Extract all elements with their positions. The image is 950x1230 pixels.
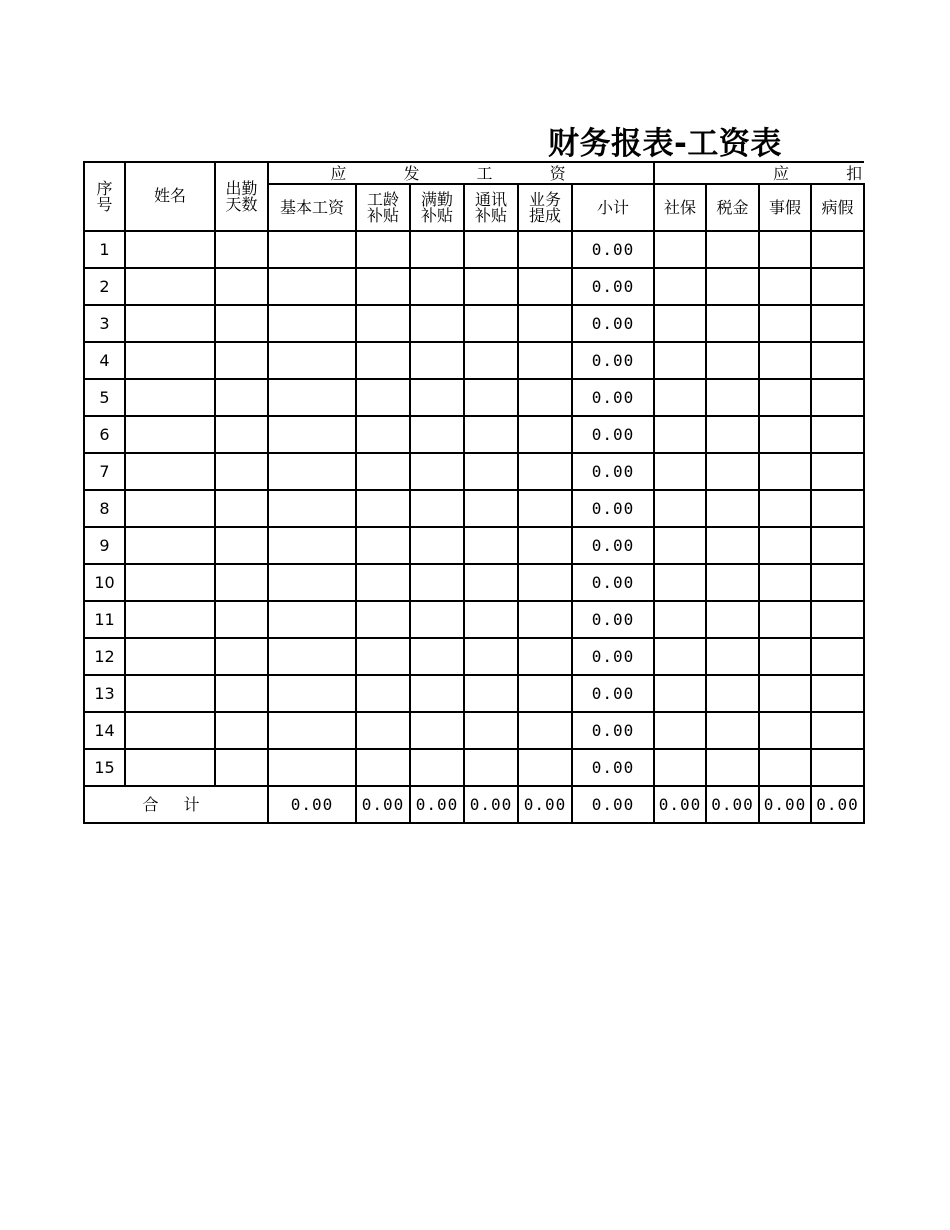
attendance-cell[interactable] [215,712,268,749]
tax-cell[interactable] [706,305,759,342]
name-cell[interactable] [125,527,215,564]
name-cell[interactable] [125,231,215,268]
tax-cell[interactable] [706,231,759,268]
sick-leave-cell[interactable] [811,268,864,305]
personal-leave-cell[interactable] [759,712,811,749]
attendance-cell[interactable] [215,490,268,527]
personal-leave-cell[interactable] [759,638,811,675]
communication-cell[interactable] [464,416,518,453]
sick-leave-cell[interactable] [811,564,864,601]
communication-cell[interactable] [464,527,518,564]
full-attendance-cell[interactable] [410,527,464,564]
social-security-cell[interactable] [654,342,706,379]
base-salary-cell[interactable] [268,712,356,749]
sick-leave-cell[interactable] [811,231,864,268]
total-communication-cell[interactable]: 0.00 [464,786,518,823]
subtotal-cell[interactable]: 0.00 [572,712,654,749]
header-sick-leave[interactable]: 病假 [811,184,864,231]
commission-cell[interactable] [518,231,572,268]
seniority-cell[interactable] [356,379,410,416]
tax-cell[interactable] [706,490,759,527]
personal-leave-cell[interactable] [759,675,811,712]
table-row [84,638,864,675]
row-seq-cell[interactable]: 10 [84,564,125,601]
full-attendance-cell[interactable] [410,416,464,453]
subtotal-cell[interactable]: 0.00 [572,453,654,490]
subtotal-cell[interactable]: 0.00 [572,601,654,638]
base-salary-cell[interactable] [268,231,356,268]
sick-leave-cell[interactable] [811,749,864,786]
communication-cell[interactable] [464,712,518,749]
full-attendance-cell[interactable] [410,601,464,638]
row-seq-cell[interactable]: 3 [84,305,125,342]
personal-leave-cell[interactable] [759,564,811,601]
sick-leave-cell[interactable] [811,416,864,453]
subtotal-cell[interactable]: 0.00 [572,564,654,601]
commission-cell[interactable] [518,601,572,638]
table-row [84,675,864,712]
base-salary-cell[interactable] [268,675,356,712]
row-seq-cell[interactable]: 7 [84,453,125,490]
subtotal-cell[interactable]: 0.00 [572,638,654,675]
attendance-cell[interactable] [215,305,268,342]
base-salary-cell[interactable] [268,638,356,675]
full-attendance-cell[interactable] [410,490,464,527]
table-row [84,231,864,268]
row-seq-cell[interactable]: 9 [84,527,125,564]
table-row [84,490,864,527]
seniority-cell[interactable] [356,231,410,268]
sick-leave-cell[interactable] [811,712,864,749]
table-row [84,379,864,416]
subtotal-cell[interactable]: 0.00 [572,527,654,564]
tax-cell[interactable] [706,342,759,379]
table-row [84,342,864,379]
seniority-cell[interactable] [356,675,410,712]
social-security-cell[interactable] [654,527,706,564]
tax-cell[interactable] [706,712,759,749]
full-attendance-cell[interactable] [410,268,464,305]
social-security-cell[interactable] [654,379,706,416]
full-attendance-cell[interactable] [410,342,464,379]
header-communication[interactable]: 通讯补贴 [464,184,518,231]
communication-cell[interactable] [464,490,518,527]
row-seq-cell[interactable]: 8 [84,490,125,527]
communication-cell[interactable] [464,342,518,379]
social-security-cell[interactable] [654,564,706,601]
full-attendance-cell[interactable] [410,564,464,601]
communication-cell[interactable] [464,379,518,416]
header-seq[interactable]: 序号 [84,162,125,231]
header-personal-leave[interactable]: 事假 [759,184,811,231]
sick-leave-cell[interactable] [811,675,864,712]
table-row [84,712,864,749]
personal-leave-cell[interactable] [759,379,811,416]
full-attendance-cell[interactable] [410,638,464,675]
name-cell[interactable] [125,675,215,712]
name-cell[interactable] [125,564,215,601]
header-attendance[interactable]: 出勤天数 [215,162,268,231]
seniority-cell[interactable] [356,638,410,675]
base-salary-cell[interactable] [268,453,356,490]
commission-cell[interactable] [518,305,572,342]
seniority-cell[interactable] [356,564,410,601]
row-seq-cell[interactable]: 15 [84,749,125,786]
social-security-cell[interactable] [654,638,706,675]
attendance-cell[interactable] [215,527,268,564]
name-cell[interactable] [125,712,215,749]
base-salary-cell[interactable] [268,342,356,379]
communication-cell[interactable] [464,305,518,342]
sick-leave-cell[interactable] [811,601,864,638]
subtotal-cell[interactable]: 0.00 [572,675,654,712]
social-security-cell[interactable] [654,675,706,712]
row-seq-cell[interactable]: 1 [84,231,125,268]
subtotal-cell[interactable]: 0.00 [572,490,654,527]
subtotal-cell[interactable]: 0.00 [572,342,654,379]
sick-leave-cell[interactable] [811,638,864,675]
full-attendance-cell[interactable] [410,305,464,342]
commission-cell[interactable] [518,749,572,786]
commission-cell[interactable] [518,416,572,453]
sick-leave-cell[interactable] [811,379,864,416]
base-salary-cell[interactable] [268,490,356,527]
commission-cell[interactable] [518,712,572,749]
seniority-cell[interactable] [356,749,410,786]
full-attendance-cell[interactable] [410,749,464,786]
personal-leave-cell[interactable] [759,305,811,342]
tax-cell[interactable] [706,749,759,786]
name-cell[interactable] [125,490,215,527]
communication-cell[interactable] [464,675,518,712]
social-security-cell[interactable] [654,416,706,453]
header-deduct-group[interactable]: 应 扣 [654,162,864,184]
attendance-cell[interactable] [215,231,268,268]
commission-cell[interactable] [518,342,572,379]
total-seniority-cell[interactable]: 0.00 [356,786,410,823]
tax-cell[interactable] [706,268,759,305]
commission-cell[interactable] [518,268,572,305]
name-cell[interactable] [125,379,215,416]
table-row [84,749,864,786]
personal-leave-cell[interactable] [759,231,811,268]
row-seq-cell[interactable]: 2 [84,268,125,305]
total-subtotal-cell[interactable]: 0.00 [572,786,654,823]
name-cell[interactable] [125,749,215,786]
communication-cell[interactable] [464,601,518,638]
table-row [84,305,864,342]
name-cell[interactable] [125,342,215,379]
total-tax-cell[interactable]: 0.00 [706,786,759,823]
total-commission-cell[interactable]: 0.00 [518,786,572,823]
attendance-cell[interactable] [215,675,268,712]
header-full-attendance[interactable]: 满勤补贴 [410,184,464,231]
base-salary-cell[interactable] [268,268,356,305]
sick-leave-cell[interactable] [811,453,864,490]
name-cell[interactable] [125,416,215,453]
attendance-cell[interactable] [215,416,268,453]
attendance-cell[interactable] [215,638,268,675]
tax-cell[interactable] [706,379,759,416]
total-full-attendance-cell[interactable]: 0.00 [410,786,464,823]
social-security-cell[interactable] [654,712,706,749]
social-security-cell[interactable] [654,749,706,786]
header-subtotal[interactable]: 小计 [572,184,654,231]
attendance-cell[interactable] [215,749,268,786]
name-cell[interactable] [125,453,215,490]
attendance-cell[interactable] [215,453,268,490]
personal-leave-cell[interactable] [759,342,811,379]
personal-leave-cell[interactable] [759,268,811,305]
personal-leave-cell[interactable] [759,416,811,453]
full-attendance-cell[interactable] [410,453,464,490]
header-social-security[interactable]: 社保 [654,184,706,231]
subtotal-cell[interactable]: 0.00 [572,231,654,268]
communication-cell[interactable] [464,453,518,490]
attendance-cell[interactable] [215,564,268,601]
table-row [84,453,864,490]
communication-cell[interactable] [464,564,518,601]
full-attendance-cell[interactable] [410,231,464,268]
personal-leave-cell[interactable] [759,601,811,638]
row-seq-cell[interactable]: 11 [84,601,125,638]
seniority-cell[interactable] [356,342,410,379]
header-row-1 [84,162,864,184]
tax-cell[interactable] [706,527,759,564]
seniority-cell[interactable] [356,527,410,564]
table-row [84,564,864,601]
full-attendance-cell[interactable] [410,712,464,749]
attendance-cell[interactable] [215,601,268,638]
seniority-cell[interactable] [356,453,410,490]
social-security-cell[interactable] [654,601,706,638]
tax-cell[interactable] [706,564,759,601]
total-personal-leave-cell[interactable]: 0.00 [759,786,811,823]
header-tax[interactable]: 税金 [706,184,759,231]
attendance-cell[interactable] [215,342,268,379]
tax-cell[interactable] [706,675,759,712]
sick-leave-cell[interactable] [811,527,864,564]
subtotal-cell[interactable]: 0.00 [572,379,654,416]
commission-cell[interactable] [518,379,572,416]
seniority-cell[interactable] [356,712,410,749]
commission-cell[interactable] [518,675,572,712]
social-security-cell[interactable] [654,453,706,490]
subtotal-cell[interactable]: 0.00 [572,305,654,342]
social-security-cell[interactable] [654,305,706,342]
tax-cell[interactable] [706,638,759,675]
social-security-cell[interactable] [654,490,706,527]
social-security-cell[interactable] [654,231,706,268]
table-row [84,601,864,638]
seniority-cell[interactable] [356,601,410,638]
header-name[interactable]: 姓名 [125,162,215,231]
header-base-salary[interactable]: 基本工资 [268,184,356,231]
personal-leave-cell[interactable] [759,527,811,564]
sick-leave-cell[interactable] [811,490,864,527]
subtotal-cell[interactable]: 0.00 [572,749,654,786]
name-cell[interactable] [125,305,215,342]
table-row [84,527,864,564]
attendance-cell[interactable] [215,379,268,416]
row-seq-cell[interactable]: 14 [84,712,125,749]
full-attendance-cell[interactable] [410,379,464,416]
seniority-cell[interactable] [356,490,410,527]
tax-cell[interactable] [706,601,759,638]
full-attendance-cell[interactable] [410,675,464,712]
attendance-cell[interactable] [215,268,268,305]
subtotal-cell[interactable]: 0.00 [572,268,654,305]
row-seq-cell[interactable]: 6 [84,416,125,453]
base-salary-cell[interactable] [268,527,356,564]
name-cell[interactable] [125,268,215,305]
name-cell[interactable] [125,638,215,675]
row-seq-cell[interactable]: 13 [84,675,125,712]
sick-leave-cell[interactable] [811,305,864,342]
personal-leave-cell[interactable] [759,453,811,490]
row-seq-cell[interactable]: 4 [84,342,125,379]
salary-table [83,161,889,824]
seniority-cell[interactable] [356,305,410,342]
personal-leave-cell[interactable] [759,490,811,527]
seniority-cell[interactable] [356,268,410,305]
report-title: 财务报表-工资表 [548,126,782,162]
commission-cell[interactable] [518,453,572,490]
tax-cell[interactable] [706,453,759,490]
personal-leave-cell[interactable] [759,749,811,786]
header-payable-group[interactable]: 应 发 工 资 [268,162,654,184]
subtotal-cell[interactable]: 0.00 [572,416,654,453]
base-salary-cell[interactable] [268,416,356,453]
sick-leave-cell[interactable] [811,342,864,379]
total-social-security-cell[interactable]: 0.00 [654,786,706,823]
header-commission[interactable]: 业务提成 [518,184,572,231]
commission-cell[interactable] [518,564,572,601]
base-salary-cell[interactable] [268,749,356,786]
commission-cell[interactable] [518,638,572,675]
totals-label: 合 计 [84,786,268,823]
total-base-salary-cell[interactable]: 0.00 [268,786,356,823]
table-row [84,268,864,305]
social-security-cell[interactable] [654,268,706,305]
commission-cell[interactable] [518,490,572,527]
base-salary-cell[interactable] [268,305,356,342]
base-salary-cell[interactable] [268,564,356,601]
total-sick-leave-cell[interactable]: 0.00 [811,786,864,823]
totals-row [84,786,864,823]
seniority-cell[interactable] [356,416,410,453]
row-seq-cell[interactable]: 5 [84,379,125,416]
row-seq-cell[interactable]: 12 [84,638,125,675]
communication-cell[interactable] [464,638,518,675]
table-row [84,416,864,453]
base-salary-cell[interactable] [268,601,356,638]
communication-cell[interactable] [464,749,518,786]
communication-cell[interactable] [464,268,518,305]
commission-cell[interactable] [518,527,572,564]
base-salary-cell[interactable] [268,379,356,416]
header-seniority[interactable]: 工龄补贴 [356,184,410,231]
name-cell[interactable] [125,601,215,638]
communication-cell[interactable] [464,231,518,268]
tax-cell[interactable] [706,416,759,453]
